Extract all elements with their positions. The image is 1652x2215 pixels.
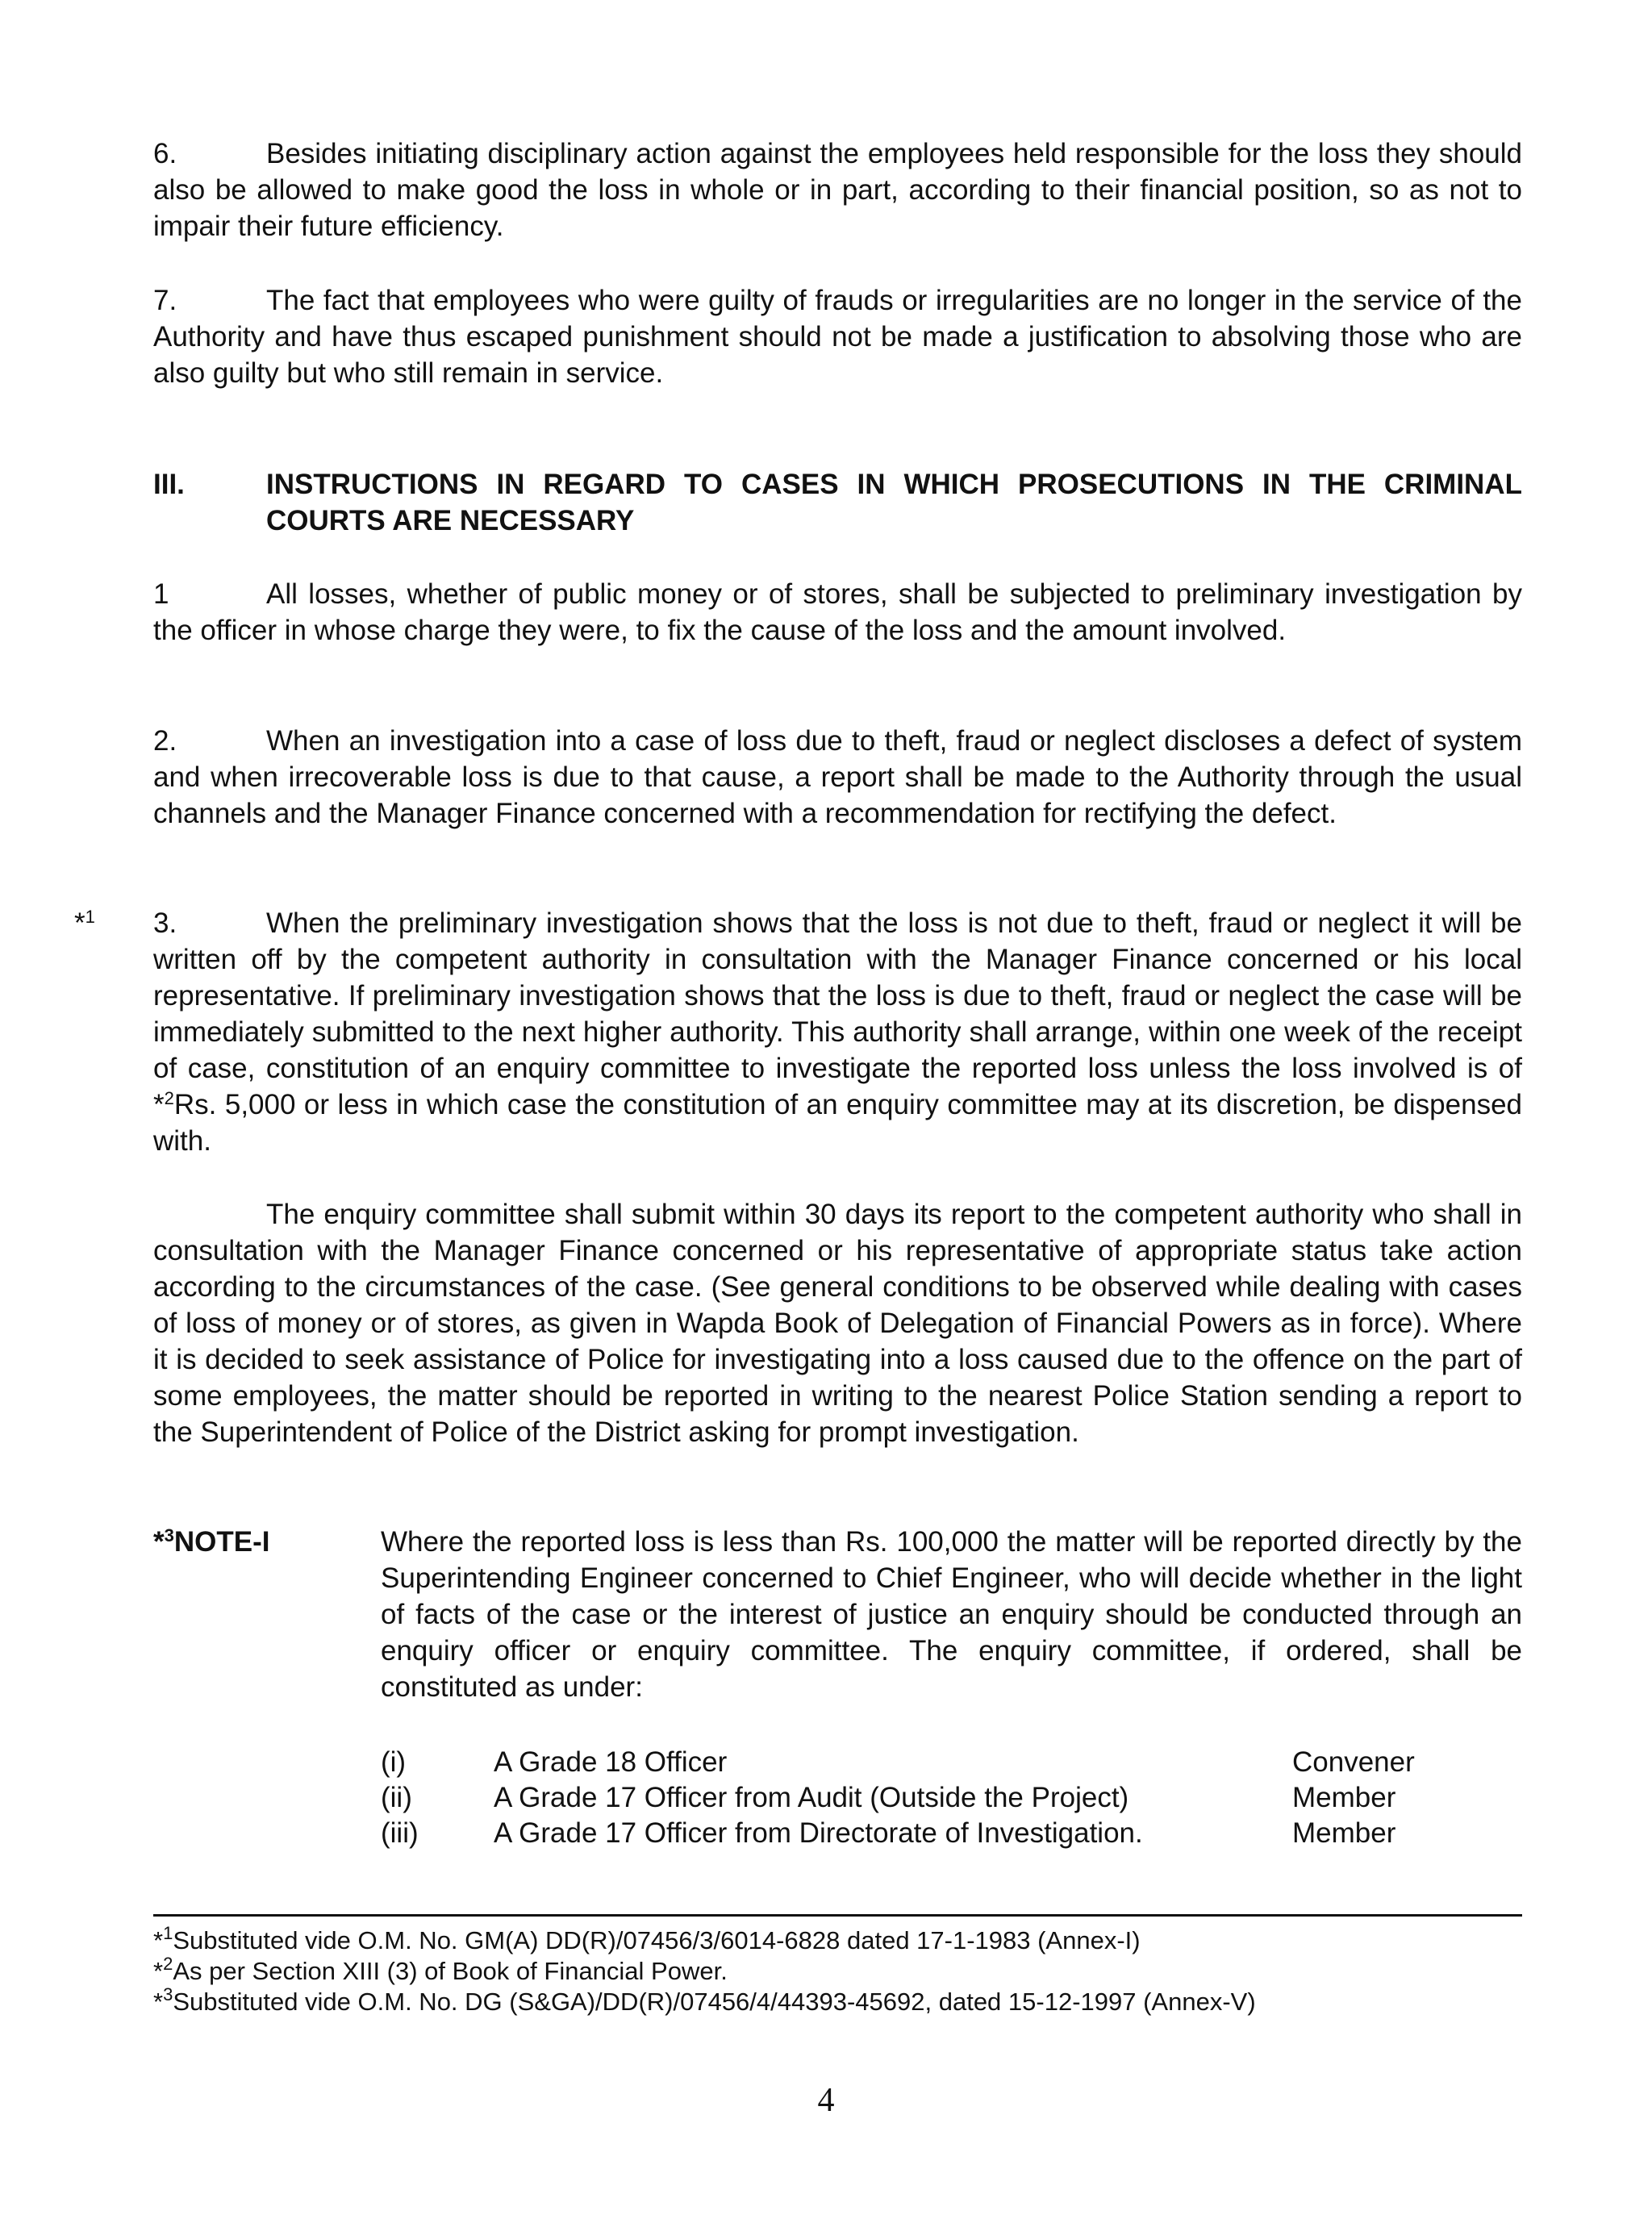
paragraph-number: 6.	[153, 138, 177, 169]
paragraph-enquiry-committee	[153, 1196, 1522, 1450]
member-role: Member	[1292, 1817, 1396, 1849]
paragraph-text: When an investigation into a case of loss due to theft, fraud or neglect discloses a defect of system and when irrecoverable loss is due to that cause, a report shall be made to the Authority through the usual channels and the Manager Finance concerned with a recommendation for rectifying the defect.	[153, 725, 1522, 829]
paragraph-text-continued: Rs. 5,000 or less in which case the constitution of an enquiry committee may at its discretion, be dispensed with.	[153, 1089, 1522, 1157]
roman-numeral: (i)	[381, 1746, 407, 1778]
paragraph-number: 2.	[153, 725, 177, 757]
footnote-2: *$^2$As per Section XIII (3) of Book of Financial Power.	[153, 1954, 728, 1985]
committee-row	[381, 1779, 1526, 1816]
paragraph-number: 7.	[153, 285, 177, 316]
footnote-3: *$^3$Substituted vide O.M. No. DG (S&GA)/DD(R)/07456/4/44393-45692, dated 15-12-1997 (Annex-V)	[153, 1984, 1256, 2016]
page-number: 4	[817, 2082, 835, 2119]
paragraph-3	[153, 905, 1522, 1159]
committee-row	[381, 1744, 1526, 1780]
paragraph-6	[153, 136, 1522, 244]
note-text: Where the reported loss is less than Rs. 100,000 the matter will be reported directly by the Superintending Engineer concerned to Chief Engineer, who will decide whether in the light of facts of the case or the interest of justice an enquiry should be conducted through an enquiry officer or enquiry committee. The enquiry committee, if ordered, shall be constituted as under:	[381, 1526, 1522, 1703]
paragraph-text: When the preliminary investigation shows that the loss is not due to theft, fraud or neglect it will be written off by the competent authority in consultation with the Manager Finance concerned or his local representative. If preliminary investigation shows that the loss is due to theft, fraud or neglect the case will be immediately submitted to the next higher authority. This authority shall arrange, within one week of the receipt of case, constitution of an enquiry committee to investigate the reported loss unless the loss involved is of	[153, 907, 1522, 1084]
member-role: Member	[1292, 1782, 1396, 1813]
roman-numeral: (ii)	[381, 1782, 412, 1813]
paragraph-7	[153, 282, 1522, 391]
section-number: III.	[153, 469, 185, 500]
paragraph-text: All losses, whether of public money or of stores, shall be subjected to preliminary investigation by the officer in whose charge they were, to fix the cause of the loss and the amount involved.	[153, 578, 1522, 646]
section-heading	[153, 466, 1522, 539]
section-title: INSTRUCTIONS IN REGARD TO CASES IN WHICH PROSECUTIONS IN THE CRIMINAL COURTS ARE NECESSARY	[266, 469, 1522, 536]
paragraph-text: Besides initiating disciplinary action against the employees held responsible for the loss they should also be allowed to make good the loss in whole or in part, according to their financial position, so as not to impair their future efficiency.	[153, 138, 1522, 242]
member-description: A Grade 17 Officer from Directorate of Investigation.	[494, 1817, 1143, 1849]
footnote-divider	[153, 1914, 1522, 1917]
footnote-ref: *$^2$	[153, 1088, 174, 1120]
roman-numeral: (iii)	[381, 1817, 419, 1849]
paragraph-number: 1	[153, 578, 169, 610]
footnote-marker: *$^1$	[74, 907, 95, 939]
paragraph-text: The enquiry committee shall submit within 30 days its report to the competent authority who shall in consultation with the Manager Finance concerned or his representative of appropriate status take action according to the circumstances of the case. (See general conditions to be observed while dealing with cases of loss of money or of stores, as given in Wapda Book of Delegation of Financial Powers as in force). Where it is decided to seek assistance of Police for investigating into a loss caused due to the offence on the part of some employees, the matter should be reported in writing to the nearest Police Station sending a report to the Superintendent of Police of the District asking for prompt investigation.	[153, 1199, 1522, 1448]
paragraph-number: 3.	[153, 907, 177, 939]
paragraph-text: The fact that employees who were guilty of frauds or irregularities are no longer in the service of the Authority and have thus escaped punishment should not be made a justification to absolving those who are also guilty but who still remain in service.	[153, 285, 1522, 389]
footnote-1: *$^1$Substituted vide O.M. No. GM(A) DD(R)/07456/3/6014-6828 dated 17-1-1983 (Annex-I)	[153, 1923, 1141, 1954]
member-description: A Grade 17 Officer from Audit (Outside the Project)	[494, 1782, 1129, 1813]
paragraph-2	[153, 723, 1522, 832]
note-label: *$^3$NOTE-I	[153, 1525, 270, 1558]
member-role: Convener	[1292, 1746, 1415, 1778]
member-description: A Grade 18 Officer	[494, 1746, 728, 1778]
committee-row	[381, 1815, 1526, 1851]
paragraph-1	[153, 576, 1522, 649]
